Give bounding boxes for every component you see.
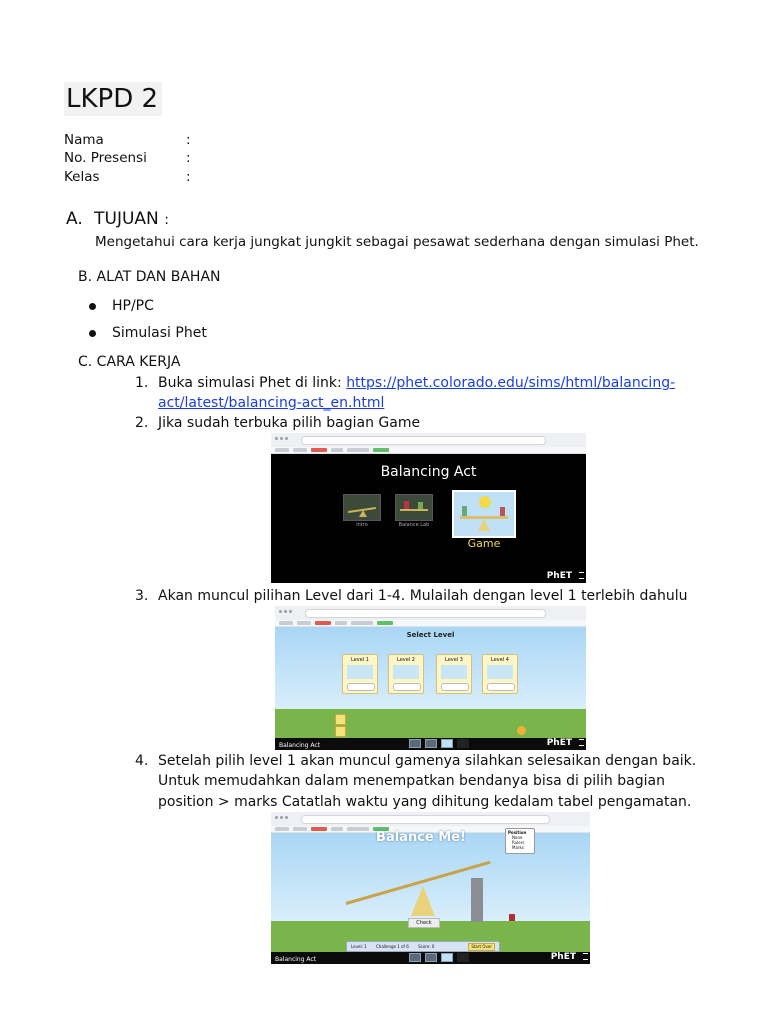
- balance-me-heading: Balance Me!: [376, 830, 466, 845]
- position-option-rulers[interactable]: Rulers: [512, 840, 525, 845]
- app-title: Balancing Act: [380, 464, 477, 480]
- level-label: Level 2: [397, 657, 415, 663]
- field-colon: :: [186, 132, 191, 148]
- section-a-colon: :: [164, 212, 169, 228]
- game-nav-icon[interactable]: [441, 953, 453, 962]
- intro-nav-icon[interactable]: [409, 953, 421, 962]
- position-option-none[interactable]: None: [512, 835, 523, 840]
- bullet-icon: [89, 303, 96, 310]
- intro-label: Intro: [356, 522, 368, 528]
- game-nav-icon[interactable]: [441, 739, 453, 748]
- field-label-nama: Nama: [64, 132, 104, 148]
- browser-toolbar: [275, 606, 586, 621]
- lab-nav-icon[interactable]: [425, 739, 437, 748]
- start-over-button[interactable]: Start Over: [468, 943, 495, 951]
- phet-link[interactable]: https://phet.colorado.edu/sims/html/balancing-: [346, 375, 676, 391]
- game-label: Game: [467, 537, 501, 550]
- select-level-heading: Select Level: [406, 631, 455, 639]
- step-3-text: Akan muncul pilihan Level dari 1-4. Mulailah dengan level 1 terlebih dahulu: [158, 588, 688, 604]
- browser-toolbar: [271, 812, 590, 827]
- phet-logo: PhET: [550, 952, 576, 962]
- section-c-heading: C. CARA KERJA: [78, 354, 181, 370]
- level-button[interactable]: [388, 654, 424, 694]
- balance-lab-thumbnail[interactable]: [395, 494, 433, 521]
- step-1-label: Buka simulasi Phet di link:: [158, 375, 347, 391]
- bookmarks-bar: [271, 447, 586, 454]
- intro-thumbnail[interactable]: [343, 494, 381, 521]
- field-label-presensi: No. Presensi: [64, 150, 147, 166]
- support-column: [471, 878, 483, 922]
- brick-object[interactable]: [509, 914, 515, 921]
- bullet-icon: [89, 330, 96, 337]
- status-challenge: Challenge 1 of 6: [376, 944, 409, 949]
- navigation-bar: [271, 952, 590, 964]
- section-a-body: Mengetahui cara kerja jungkat jungkit sebagai pesawat sederhana dengan simulasi Phet.: [95, 234, 699, 250]
- section-a-word: TUJUAN: [94, 209, 159, 229]
- level-button[interactable]: [482, 654, 518, 694]
- bookmarks-bar: [275, 620, 586, 627]
- timer-toggle-icon[interactable]: [335, 714, 346, 725]
- home-icon[interactable]: [457, 739, 469, 748]
- list-item: Simulasi Phet: [112, 325, 207, 341]
- screenshot-balancing-act-home: [271, 433, 586, 583]
- screenshot-balance-me: [271, 812, 590, 964]
- browser-toolbar: [271, 433, 586, 448]
- level-button[interactable]: [436, 654, 472, 694]
- position-title: Position: [508, 830, 527, 835]
- refresh-icon[interactable]: [517, 726, 526, 735]
- position-option-marks[interactable]: Marks: [512, 845, 524, 850]
- step-4-line-2: Untuk memudahkan dalam menempatkan bendanya bisa di pilih bagian: [158, 773, 665, 789]
- fulcrum: [411, 886, 435, 916]
- step-4-line-1: Setelah pilih level 1 akan muncul gamenya silahkan selesaikan dengan baik.: [158, 753, 697, 769]
- address-bar: [305, 609, 546, 618]
- step-2-text: Jika sudah terbuka pilih bagian Game: [158, 415, 421, 431]
- field-label-kelas: Kelas: [64, 169, 100, 185]
- section-b-heading: B. ALAT DAN BAHAN: [78, 269, 221, 285]
- sound-icon[interactable]: [335, 726, 346, 737]
- lab-nav-icon[interactable]: [425, 953, 437, 962]
- menu-icon[interactable]: [579, 739, 584, 746]
- step-number: 4.: [135, 753, 149, 769]
- step-number: 1.: [135, 375, 149, 391]
- navigation-bar: [275, 738, 586, 750]
- step-number: 3.: [135, 588, 149, 604]
- screenshot-select-level: [275, 606, 586, 750]
- step-1-link-cont: [158, 393, 384, 413]
- field-colon: :: [186, 150, 191, 166]
- address-bar: [301, 436, 546, 445]
- phet-logo: PhET: [546, 738, 572, 748]
- level-label: Level 3: [445, 657, 463, 663]
- page-title: LKPD 2: [64, 82, 162, 116]
- menu-icon[interactable]: [583, 953, 588, 960]
- step-1-text: [158, 373, 675, 393]
- list-item: HP/PC: [112, 298, 154, 314]
- phet-logo: PhET: [546, 571, 572, 581]
- status-level: Level: 1: [351, 944, 367, 949]
- address-bar: [301, 815, 550, 824]
- level-label: Level 4: [491, 657, 509, 663]
- check-button[interactable]: Check: [408, 918, 440, 928]
- level-label: Level 1: [351, 657, 369, 663]
- status-score: Score: 0: [418, 944, 435, 949]
- phet-link-continued[interactable]: act/latest/balancing-act_en.html: [158, 395, 385, 411]
- smiley-icon: [479, 496, 491, 508]
- level-button[interactable]: [342, 654, 378, 694]
- intro-nav-icon[interactable]: [409, 739, 421, 748]
- step-4-line-3: position > marks Catatlah waktu yang dihitung kedalam tabel pengamatan.: [158, 794, 692, 810]
- section-a-heading: [66, 208, 169, 231]
- game-canvas: [271, 454, 586, 583]
- position-panel: [505, 828, 535, 854]
- menu-icon[interactable]: [579, 572, 584, 579]
- status-bar: [346, 941, 500, 952]
- game-thumbnail[interactable]: [452, 490, 516, 538]
- app-name: Balancing Act: [279, 742, 321, 749]
- home-icon[interactable]: [457, 953, 469, 962]
- app-name: Balancing Act: [275, 956, 317, 963]
- section-a-letter: A.: [66, 209, 83, 229]
- sky: [275, 627, 586, 709]
- field-colon: :: [186, 169, 191, 185]
- balance-lab-label: Balance Lab: [398, 522, 430, 528]
- step-number: 2.: [135, 415, 149, 431]
